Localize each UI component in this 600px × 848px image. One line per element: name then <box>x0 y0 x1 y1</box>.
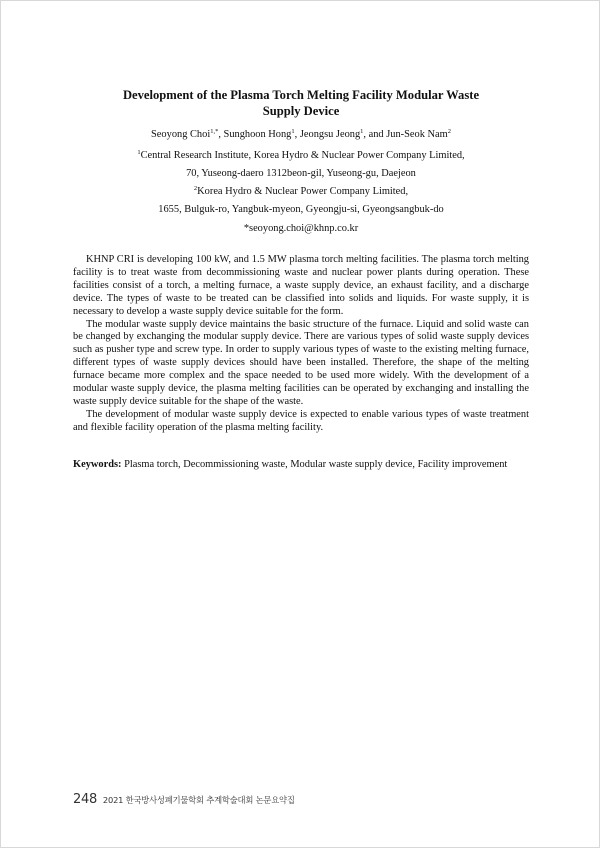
author-separator: , <box>218 129 224 140</box>
author-name: Seoyong Choi <box>151 129 211 140</box>
abstract <box>73 254 529 435</box>
affiliation-2-address: 1655, Bulguk-ro, Yangbuk-myeon, Gyeongju-si, Gyeongsangbuk-do <box>158 204 444 215</box>
keywords <box>73 458 543 471</box>
author-name: Jun-Seok Nam <box>386 129 448 140</box>
paper-title: Development of the Plasma Torch Melting Facility Modular Waste Supply Device <box>122 88 480 118</box>
author-name: Jeongsu Jeong <box>299 129 361 140</box>
keywords-text: Plasma torch, Decommissioning waste, Modular waste supply device, Facility improvement <box>124 459 508 470</box>
affiliation-name: Central Research Institute, Korea Hydro & Nuclear Power Company Limited, <box>140 150 465 161</box>
page-number: 248 <box>73 792 97 807</box>
affiliation-2 <box>61 185 541 198</box>
conference-name: 2021 한국방사성폐기물학회 추계학술대회 논문요약집 <box>102 795 295 805</box>
author-separator: , <box>294 129 300 140</box>
affiliation-1-address: 70, Yuseong-daero 1312beon-gil, Yuseong-gu, Daejeon <box>186 168 416 179</box>
affiliation-name: Korea Hydro & Nuclear Power Company Limited, <box>197 186 409 197</box>
affiliation-mark: 1 <box>137 149 141 156</box>
abstract-paragraph: The modular waste supply device maintains the basic structure of the furnace. Liquid and solid waste can be changed by exchanging the modular supply device. There are various types of solid waste supply devices such as pusher type and screw type. In order to supply various types of waste to the existing melting furnace, different types of waste supply devices should have been installed. Therefore, the shape of the melting furnace became more complex and the space needed to be used more widely. With the development of a modular waste supply device, the plasma melting facilities can be operated by exchanging and installing the waste supply device suitable for the shape of the waste. <box>73 318 529 407</box>
author-affiliation-mark: 2 <box>447 128 451 135</box>
corresponding-email: *seoyong.choi@khnp.co.kr <box>243 223 359 234</box>
affiliation-mark: 2 <box>193 185 198 192</box>
author-affiliation-mark: 1,* <box>210 128 219 135</box>
page-footer <box>73 788 295 807</box>
author-list <box>61 128 541 141</box>
author-affiliation-mark: 1 <box>360 128 364 135</box>
keywords-label: Keywords: <box>73 459 122 470</box>
author-separator: , and <box>363 129 387 140</box>
author-name: Sunghoon Hong <box>223 129 292 140</box>
abstract-paragraph: KHNP CRI is developing 100 kW, and 1.5 MW plasma torch melting facilities. The plasma torch melting facility is to treat waste from decommissioning waste and nuclear power plants during operation. These facilities consist of a torch, a melting furnace, a waste supply device, an exhaust facility, and a discharge device. The types of waste to be treated can be classified into solids and liquids. For waste supply, it is necessary to develop a waste supply device suitable for the form. <box>73 254 529 317</box>
author-affiliation-mark: 1 <box>291 128 295 135</box>
abstract-paragraph: The development of modular waste supply device is expected to enable various types of waste treatment and flexible facility operation of the plasma melting facility. <box>73 408 529 433</box>
affiliation-1 <box>61 149 541 162</box>
